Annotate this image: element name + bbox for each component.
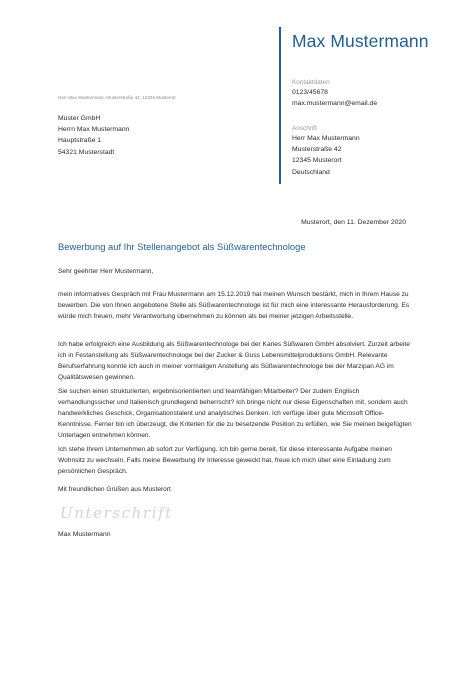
- paragraph-1: [58, 289, 413, 322]
- letter-date: Musterort, den 11. Dezember 2020: [301, 219, 406, 226]
- recipient-line: 54321 Musterstadt: [58, 148, 115, 156]
- paragraph-2: [58, 339, 413, 383]
- accent-divider: [279, 27, 281, 184]
- paragraph-text: Ich habe erfolgreich eine Ausbildung als Süßwarentechnologe bei der Karies Süßwaren GmbH absolviert. Zurzeit arbeite ich in Festanstellung als Süßwarentechnologe bei der Zucker & Guss Lebensmittelproduktions GmbH. Relevante Berufserfahrung konnte ich auch in meiner vormaligen Anstellung als Süßwarentechnologe bei der Marzipan AG im Qualitätswesen gewinnen.: [58, 341, 410, 382]
- closing-text: Mit freundlichen Grüßen aus Musterort: [58, 486, 171, 493]
- paragraph-text: Ich stehe Ihrem Unternehmen ab sofort zur Verfügung. Ich bin gerne bereit, für diese interessante Aufgabe meinen Wohnsitz zu wechseln. Falls meine Bewerbung Ihr Interesse geweckt hat, freue ich mich über eine Einladung zum persönlichen Gespräch.: [58, 446, 392, 476]
- paragraph-4: [58, 444, 413, 477]
- recipient-line: Muster GmbH: [58, 115, 101, 122]
- address-label: Anschrift: [292, 125, 317, 132]
- contact-phone: 0123/45678: [292, 89, 328, 96]
- address-line: Herr Max Mustermann: [292, 135, 360, 142]
- address-line: Deutschland: [292, 168, 330, 176]
- paragraph-text: mein informatives Gespräch mit Frau Mustermann am 15.12.2019 hat meinen Wunsch bestärkt, mich in Ihrem Hause zu bewerben. Die von Ihnen angebotene Stelle als Süßwarentechnologe ist für mich eine interessante Herausforderung. Es würde mich freuen, mehr Verantwortung übernehmen zu können als bei meiner jetzigen Arbeitsstelle.: [58, 291, 410, 321]
- sender-return-line: Herr Max Mustermann, Musterstraße 42, 12345 Musterort: [58, 95, 176, 100]
- address-line: Musterstraße 42: [292, 146, 342, 154]
- letter-subject: Bewerbung auf Ihr Stellenangebot als Süßwarentechnologe: [58, 241, 306, 252]
- salutation-text: Sehr geehrter Herr Mustermann,: [58, 268, 154, 275]
- paragraph-3: [58, 386, 413, 441]
- paragraph-text: Sie suchen einen strukturierten, ergebnisorientierten und teamfähigen Mitarbeiter? Der zudem Englisch verhandlungssicher und Italienisch grundlegend beherrscht? Ich bringe nicht nur diese Eigenschaften mit, sondern auch handwerkliches Geschick, Organisationstalent und analytisches Denken. Ich verfüge über gute Microsoft Office-Kenntnisse. Ferner bin ich überzeugt, die Kriterien für die zu besetzende Position zu erfüllen, wie Sie meinen beigefügten Unterlagen entnehmen können.: [58, 388, 412, 440]
- address-block: [292, 133, 360, 178]
- applicant-name-heading: Max Mustermann: [292, 31, 429, 51]
- salutation: [58, 266, 413, 277]
- contact-label: Kontaktdaten: [292, 79, 330, 86]
- signed-name: Max Mustermann: [58, 531, 111, 538]
- contact-email: max.mustermann@email.de: [292, 100, 378, 107]
- address-line: 12345 Musterort: [292, 157, 342, 165]
- recipient-line: Herrn Max Mustermann: [58, 126, 130, 134]
- signature-placeholder: Unterschrift: [60, 504, 173, 522]
- recipient-address: [58, 113, 129, 158]
- recipient-line: Hauptstraße 1: [58, 137, 102, 145]
- closing: [58, 484, 413, 495]
